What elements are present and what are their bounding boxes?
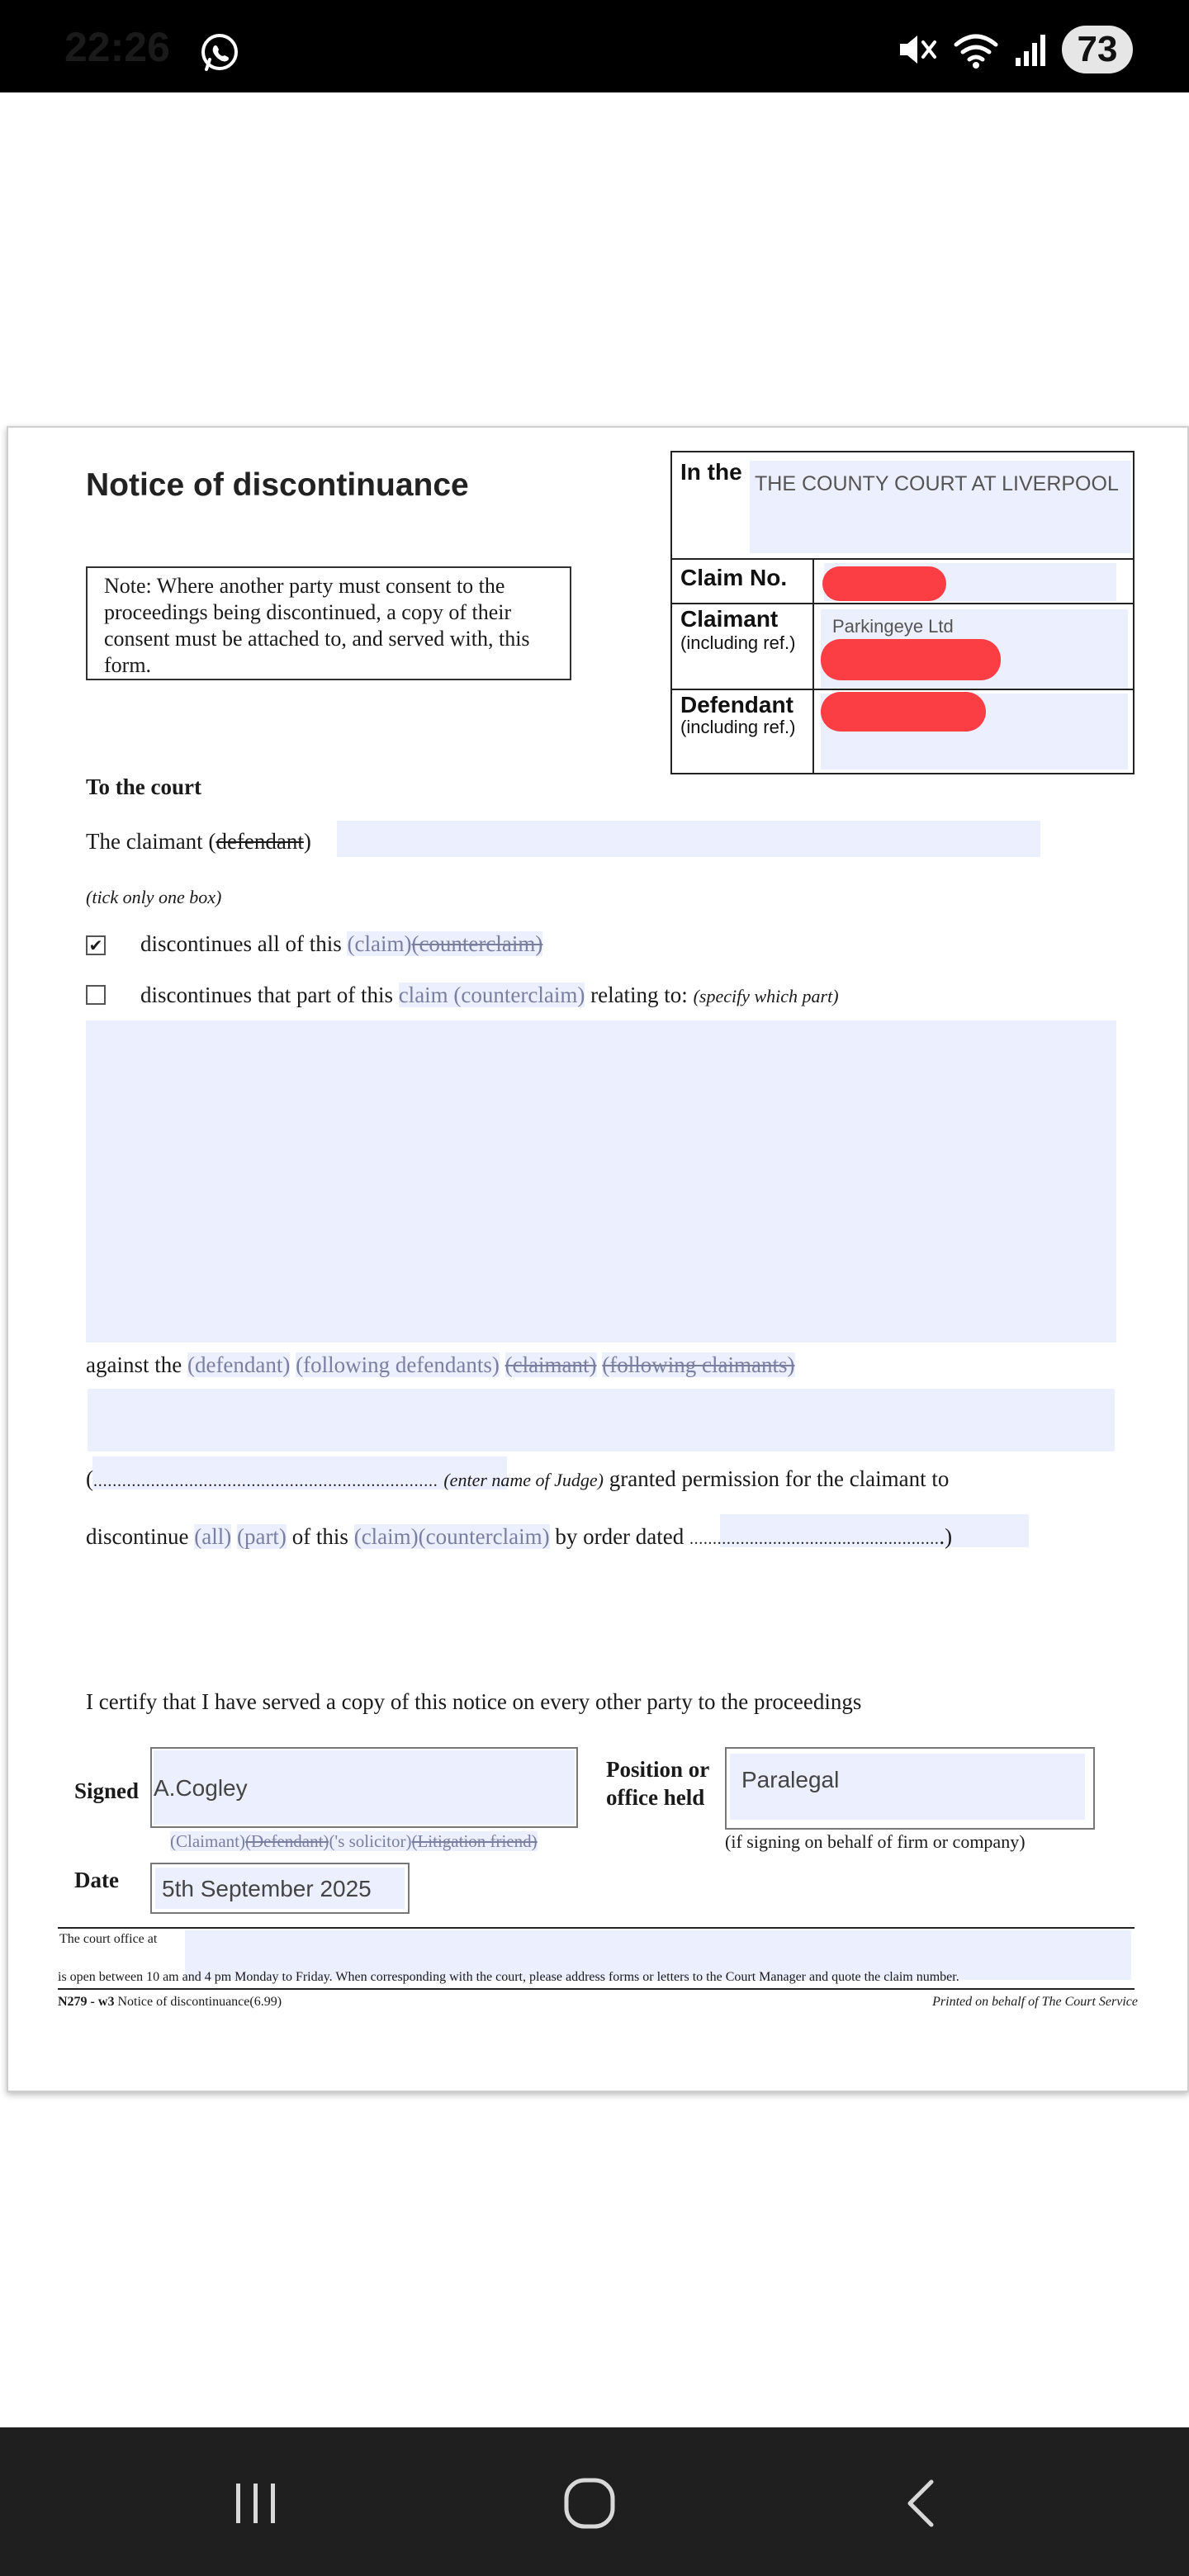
- redaction-mark: [821, 692, 986, 732]
- choice-defendant[interactable]: (defendant): [187, 1352, 291, 1377]
- check-mark-icon: ✔: [88, 935, 103, 955]
- choice-counterclaim[interactable]: (counterclaim): [411, 931, 543, 956]
- position-label-line2: office held: [606, 1785, 705, 1810]
- wifi-icon: [953, 30, 999, 69]
- form-code: N279 - w3: [58, 1995, 115, 2009]
- signal-icon: [1014, 31, 1047, 68]
- by-order-text: by order dated: [555, 1524, 685, 1549]
- signed-label: Signed: [74, 1778, 140, 1803]
- option-part-text: discontinues that part of this: [140, 983, 393, 1007]
- opening-hours-text: is open between 10 am and 4 pm Monday to Friday. When corresponding with the court, please address forms or letters to the Court Manager and quote the claim number.: [58, 1970, 959, 1984]
- discontinue-all-checkbox[interactable]: [86, 935, 106, 955]
- role-solicitor[interactable]: ('s solicitor): [329, 1831, 412, 1851]
- defendant-struck: defendant: [216, 829, 304, 854]
- claimant-line-suffix: ): [303, 829, 311, 854]
- granted-text: granted permission for the claimant to: [609, 1466, 950, 1491]
- choice-claim[interactable]: (claim): [347, 931, 412, 956]
- date-field[interactable]: 5th September 2025: [155, 1868, 405, 1909]
- home-icon[interactable]: [561, 2475, 618, 2531]
- signature-box: [150, 1747, 578, 1828]
- choice-all[interactable]: (all): [194, 1524, 232, 1549]
- position-field[interactable]: Paralegal: [730, 1754, 1085, 1820]
- against-prefix: against the: [86, 1352, 182, 1377]
- choice-following-defendants[interactable]: (following defendants): [296, 1352, 500, 1377]
- option-all-text: discontinues all of this: [140, 931, 342, 956]
- choice-part[interactable]: (part): [236, 1524, 287, 1549]
- choice-claim-counterclaim-order[interactable]: (claim)(counterclaim): [353, 1524, 550, 1549]
- mute-icon: [897, 31, 938, 68]
- status-icons: [897, 25, 1133, 74]
- status-time: 22:26: [64, 24, 170, 70]
- position-box: [725, 1747, 1095, 1830]
- part-description-field[interactable]: [86, 1020, 1116, 1342]
- judge-line: [86, 1466, 949, 1492]
- choice-following-claimants[interactable]: (following claimants): [602, 1352, 795, 1377]
- discontinue-text: discontinue: [86, 1524, 189, 1549]
- whatsapp-icon: [198, 31, 241, 74]
- form-code-line: [58, 1995, 282, 2010]
- consent-note: Note: Where another party must consent to the proceedings being discontinued, a copy of their consent must be attached to, and served with, this form.: [86, 566, 571, 680]
- form-name: Notice of discontinuance(6.99): [117, 1995, 282, 2009]
- judge-dots: ........................................................................: [93, 1472, 438, 1490]
- redaction-mark: [821, 639, 1001, 680]
- claimant-sub-label: (including ref.): [680, 632, 796, 653]
- navigation-bar: [0, 2427, 1189, 2576]
- date-label: Date: [74, 1868, 119, 1892]
- position-label-line1: Position or: [606, 1757, 710, 1782]
- relating-to-text: relating to:: [590, 983, 688, 1007]
- position-note: (if signing on behalf of firm or company): [725, 1831, 1026, 1852]
- claimant-name-field[interactable]: [337, 821, 1040, 857]
- case-header-table: [670, 451, 1135, 774]
- specify-part-hint: (specify which part): [693, 986, 839, 1006]
- signature-field[interactable]: A.Cogley: [154, 1750, 575, 1825]
- signer-roles: [170, 1831, 538, 1852]
- judge-hint: (enter name of Judge): [443, 1470, 604, 1490]
- tick-instruction: (tick only one box): [86, 887, 222, 907]
- claimant-line: [86, 829, 311, 855]
- in-the-label: In the: [680, 459, 742, 485]
- claimant-label: Claimant: [680, 606, 779, 632]
- role-claimant[interactable]: (Claimant): [170, 1831, 245, 1851]
- printed-by-text: Printed on behalf of The Court Service: [932, 1995, 1138, 2009]
- to-the-court-heading: To the court: [86, 774, 201, 799]
- date-box: [150, 1863, 410, 1914]
- claimant-field[interactable]: Parkingeye Ltd: [821, 609, 1128, 689]
- order-close: .): [939, 1524, 953, 1549]
- battery-indicator: 73: [1062, 26, 1133, 73]
- recent-apps-icon[interactable]: [231, 2479, 281, 2528]
- defendant-sub-label: (including ref.): [680, 717, 796, 737]
- certify-statement: I certify that I have served a copy of this notice on every other party to the proceedings: [86, 1689, 862, 1714]
- role-defendant[interactable]: (Defendant): [244, 1831, 329, 1851]
- redaction-mark: [822, 566, 946, 601]
- option-all-line: [140, 931, 542, 957]
- discontinue-part-checkbox[interactable]: [86, 985, 106, 1005]
- claim-no-label: Claim No.: [680, 565, 788, 590]
- position-label: [606, 1755, 709, 1811]
- choice-claim-counterclaim[interactable]: claim (counterclaim): [398, 983, 585, 1007]
- option-part-line: [140, 983, 839, 1008]
- court-office-label: The court office at: [59, 1932, 158, 1946]
- form-title: Notice of discontinuance: [86, 467, 469, 503]
- order-dots: ......................................................: [689, 1530, 940, 1548]
- court-name-field[interactable]: THE COUNTY COURT AT LIVERPOOL: [750, 461, 1131, 553]
- claimant-line-prefix: The claimant (: [86, 829, 216, 854]
- role-litigation-friend[interactable]: (Litigation friend): [411, 1831, 538, 1851]
- choice-claimant[interactable]: (claimant): [504, 1352, 597, 1377]
- order-line: [86, 1524, 952, 1550]
- defendant-label: Defendant: [680, 692, 793, 717]
- against-names-field[interactable]: [88, 1389, 1115, 1451]
- against-line: [86, 1352, 795, 1378]
- back-icon[interactable]: [900, 2477, 941, 2530]
- judge-open-paren: (: [86, 1466, 93, 1491]
- of-this-text: of this: [291, 1524, 348, 1549]
